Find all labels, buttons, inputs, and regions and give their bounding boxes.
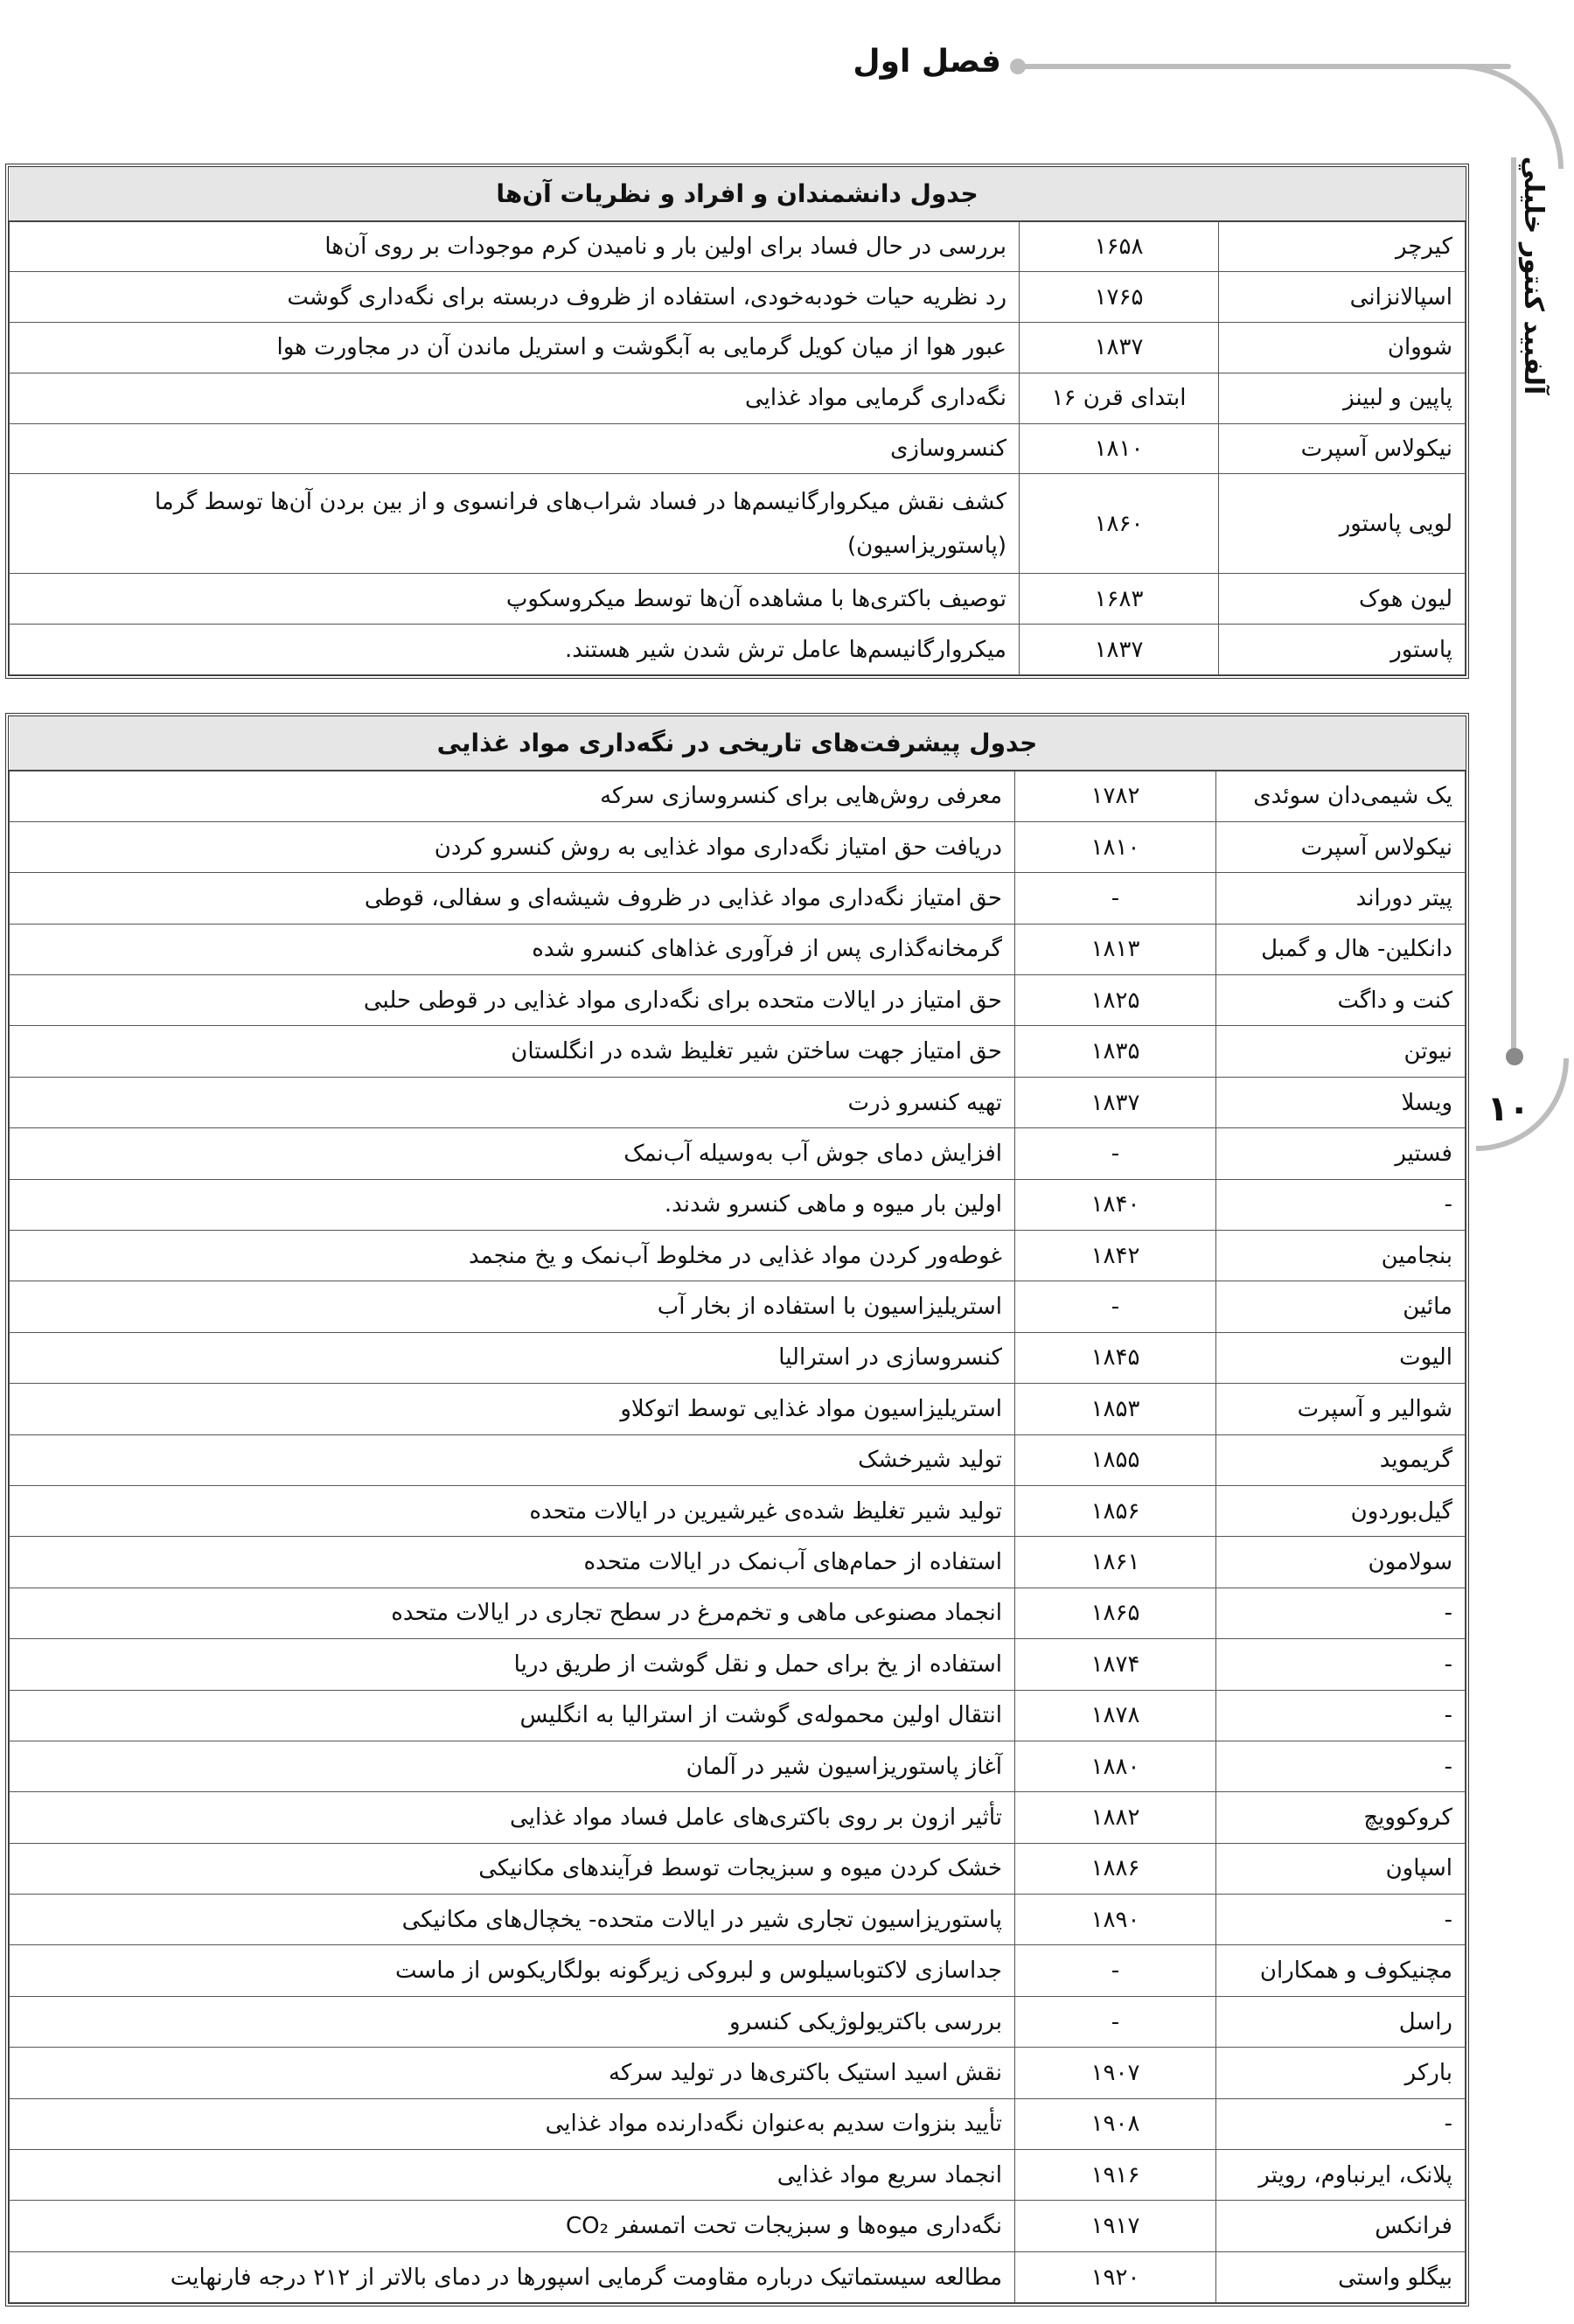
year-cell: ۱۸۶۰ <box>1020 474 1219 574</box>
person-cell: نیکولاس آسپرت <box>1216 821 1466 872</box>
person-cell: اسپالانزانی <box>1219 272 1466 323</box>
person-cell: گیل‌بوردون <box>1216 1485 1466 1536</box>
description-cell: انجماد مصنوعی ماهی و تخم‌مرغ در سطح تجاری در ایالات متحده <box>10 1588 1015 1638</box>
table-row <box>10 1996 1466 2047</box>
chapter-title: فصل اول <box>853 44 1001 80</box>
page-number: ۱۰ <box>1487 1089 1530 1129</box>
year-cell: ۱۸۷۴ <box>1015 1639 1216 1690</box>
table-row <box>10 1434 1466 1485</box>
year-cell: ۱۸۸۰ <box>1015 1741 1216 1791</box>
year-cell: ۱۸۷۸ <box>1015 1690 1216 1741</box>
person-cell: سولامون <box>1216 1537 1466 1588</box>
description-cell: استفاده از حمام‌های آب‌نمک در ایالات متحده <box>10 1537 1015 1588</box>
year-cell: ۱۸۸۲ <box>1015 1792 1216 1843</box>
year-cell: ۱۸۴۰ <box>1015 1179 1216 1230</box>
table-row <box>10 975 1466 1026</box>
table-row <box>10 323 1466 373</box>
year-cell: ۱۸۴۵ <box>1015 1332 1216 1383</box>
year-cell: - <box>1015 873 1216 924</box>
year-cell: ۱۸۵۶ <box>1015 1485 1216 1536</box>
person-cell: مچنیکوف و همکاران <box>1216 1945 1466 1996</box>
table-row <box>10 1945 1466 1996</box>
description-cell: حق امتیاز جهت ساختن شیر تغلیظ شده در انگلستان <box>10 1026 1015 1077</box>
description-cell: استفاده از یخ برای حمل و نقل گوشت از طریق دریا <box>10 1639 1015 1690</box>
person-cell: کیرچر <box>1219 221 1466 272</box>
description-cell: توصیف باکتری‌ها با مشاهده آن‌ها توسط میکروسکوپ <box>10 574 1020 625</box>
description-cell: حق امتیاز نگه‌داری مواد غذایی در ظروف شیشه‌ای و سفالی، قوطی <box>10 873 1015 924</box>
year-cell: ابتدای قرن ۱۶ <box>1020 373 1219 423</box>
year-cell: ۱۸۵۵ <box>1015 1434 1216 1485</box>
person-cell: نیوتن <box>1216 1026 1466 1077</box>
person-cell: راسل <box>1216 1996 1466 2047</box>
person-cell: پاپین و لبینز <box>1219 373 1466 423</box>
description-cell: گرمخانه‌گذاری پس از فرآوری غذاهای کنسرو شده <box>10 924 1015 974</box>
person-cell: ویسلا <box>1216 1077 1466 1127</box>
table-row <box>10 821 1466 872</box>
table-row <box>10 1384 1466 1434</box>
description-cell: کنسروسازی <box>10 423 1020 474</box>
description-cell: خشک کردن میوه و سبزیجات توسط فرآیندهای مکانیکی <box>10 1843 1015 1894</box>
description-cell: میکروارگانیسم‌ها عامل ترش شدن شیر هستند. <box>10 625 1020 675</box>
person-cell: - <box>1216 1895 1466 1945</box>
person-cell: - <box>1216 1588 1466 1638</box>
person-cell: شوالیر و آسپرت <box>1216 1384 1466 1434</box>
year-cell: ۱۸۳۷ <box>1020 323 1219 373</box>
table-row <box>10 221 1466 272</box>
year-cell: ۱۸۳۷ <box>1015 1077 1216 1127</box>
description-cell: بررسی در حال فساد برای اولین بار و نامیدن کرم موجودات بر روی آن‌ها <box>10 221 1020 272</box>
year-cell: ۱۸۱۰ <box>1020 423 1219 474</box>
table-row <box>10 1179 1466 1230</box>
year-cell: ۱۸۳۷ <box>1020 625 1219 675</box>
description-cell: افزایش دمای جوش آب به‌وسیله آب‌نمک <box>10 1128 1015 1179</box>
table-row <box>10 1026 1466 1077</box>
table-row <box>10 1792 1466 1843</box>
description-cell: پاستوریزاسیون تجاری شیر در ایالات متحده- یخچال‌های مکانیکی <box>10 1895 1015 1945</box>
person-cell: بیگلو واستی <box>1216 2251 1466 2302</box>
description-cell: مطالعه سیستماتیک درباره مقاومت گرمایی اسپورها در دمای بالاتر از ۲۱۲ درجه فارنهایت <box>10 2251 1015 2302</box>
table-row <box>10 1690 1466 1741</box>
table-row <box>10 2048 1466 2098</box>
person-cell: مائین <box>1216 1281 1466 1332</box>
table-row <box>10 1537 1466 1588</box>
description-cell: رد نظریه حیات خودبه‌خودی، استفاده از ظروف دربسته برای نگه‌داری گوشت <box>10 272 1020 323</box>
table-row <box>10 1588 1466 1638</box>
person-cell: - <box>1216 2098 1466 2149</box>
table-row <box>10 1843 1466 1894</box>
year-cell: ۱۸۱۳ <box>1015 924 1216 974</box>
year-cell: ۱۷۶۵ <box>1020 272 1219 323</box>
year-cell: ۱۶۸۳ <box>1020 574 1219 625</box>
description-cell: کنسروسازی در استرالیا <box>10 1332 1015 1383</box>
person-cell: شووان <box>1219 323 1466 373</box>
description-cell: تأیید بنزوات سدیم به‌عنوان نگه‌دارنده مواد غذایی <box>10 2098 1015 2149</box>
table-row <box>10 1332 1466 1383</box>
year-cell: ۱۸۹۰ <box>1015 1895 1216 1945</box>
year-cell: ۱۸۱۰ <box>1015 821 1216 872</box>
year-cell: ۱۹۲۰ <box>1015 2251 1216 2302</box>
description-cell: انتقال اولین محموله‌ی گوشت از استرالیا به انگلیس <box>10 1690 1015 1741</box>
table-title: جدول دانشمندان و افراد و نظریات آن‌ها <box>10 167 1466 221</box>
description-cell: تولید شیرخشک <box>10 1434 1015 1485</box>
description-cell: نگه‌داری گرمایی مواد غذایی <box>10 373 1020 423</box>
table-row <box>10 1485 1466 1536</box>
person-cell: - <box>1216 1639 1466 1690</box>
table-row <box>10 1128 1466 1179</box>
description-cell: استریلیزاسیون با استفاده از بخار آب <box>10 1281 1015 1332</box>
table-row <box>10 1077 1466 1127</box>
table-row <box>10 1895 1466 1945</box>
person-cell: لویی پاستور <box>1219 474 1466 574</box>
table-row <box>10 924 1466 974</box>
description-cell: غوطه‌ور کردن مواد غذایی در مخلوط آب‌نمک و یخ منجمد <box>10 1231 1015 1281</box>
year-cell: ۱۸۳۵ <box>1015 1026 1216 1077</box>
person-cell: یک شیمی‌دان سوئدی <box>1216 771 1466 821</box>
table-title: جدول پیشرفت‌های تاریخی در نگه‌داری مواد غذایی <box>10 716 1466 771</box>
year-cell: - <box>1015 1128 1216 1179</box>
person-cell: فستیر <box>1216 1128 1466 1179</box>
table-row <box>10 873 1466 924</box>
year-cell: ۱۸۶۱ <box>1015 1537 1216 1588</box>
description-cell: نگه‌داری میوه‌ها و سبزیجات تحت اتمسفر CO₂ <box>10 2201 1015 2251</box>
description-cell: عبور هوا از میان کویل گرمایی به آبگوشت و استریل ماندن آن در مجاورت هوا <box>10 323 1020 373</box>
table-row <box>10 423 1466 474</box>
person-cell: دانکلین- هال و گمبل <box>1216 924 1466 974</box>
person-cell: پیتر دوراند <box>1216 873 1466 924</box>
year-cell: ۱۸۵۳ <box>1015 1384 1216 1434</box>
description-cell: حق امتیاز در ایالات متحده برای نگه‌داری مواد غذایی در قوطی حلبی <box>10 975 1015 1026</box>
year-cell: - <box>1015 1281 1216 1332</box>
person-cell: کروکوویچ <box>1216 1792 1466 1843</box>
year-cell: - <box>1015 1996 1216 2047</box>
table-row <box>10 373 1466 423</box>
table-body <box>10 771 1466 2303</box>
description-cell: آغاز پاستوریزاسیون شیر در آلمان <box>10 1741 1015 1791</box>
table-row <box>10 272 1466 323</box>
person-cell: - <box>1216 1690 1466 1741</box>
table-row <box>10 625 1466 675</box>
table-row <box>10 2251 1466 2302</box>
table-row <box>10 1281 1466 1332</box>
description-cell: بررسی باکتریولوژیکی کنسرو <box>10 1996 1015 2047</box>
description-cell: دریافت حق امتیاز نگه‌داری مواد غذایی به روش کنسرو کردن <box>10 821 1015 872</box>
header-rule <box>1021 64 1511 69</box>
person-cell: الیوت <box>1216 1332 1466 1383</box>
description-cell: تهیه کنسرو ذرت <box>10 1077 1015 1127</box>
description-cell: اولین بار میوه و ماهی کنسرو شدند. <box>10 1179 1015 1230</box>
year-cell: ۱۶۵۸ <box>1020 221 1219 272</box>
table-row <box>10 1639 1466 1690</box>
year-cell: ۱۹۱۶ <box>1015 2150 1216 2201</box>
description-cell: استریلیزاسیون مواد غذایی توسط اتوکلاو <box>10 1384 1015 1434</box>
year-cell: ۱۷۸۲ <box>1015 771 1216 821</box>
person-cell: بارکر <box>1216 2048 1466 2098</box>
description-cell: تأثیر ازون بر روی باکتری‌های عامل فساد مواد غذایی <box>10 1792 1015 1843</box>
person-cell: گریموید <box>1216 1434 1466 1485</box>
description-cell: جداسازی لاکتوباسیلوس و لبروکی زیرگونه بولگاریکوس از ماست <box>10 1945 1015 1996</box>
person-cell: نیکولاس آسپرت <box>1219 423 1466 474</box>
scientists-table <box>5 164 1469 679</box>
year-cell: ۱۹۰۷ <box>1015 2048 1216 2098</box>
person-cell: فرانکس <box>1216 2201 1466 2251</box>
table-row <box>10 2098 1466 2149</box>
year-cell: ۱۹۰۸ <box>1015 2098 1216 2149</box>
table-row <box>10 574 1466 625</box>
person-cell: بنجامین <box>1216 1231 1466 1281</box>
person-cell: - <box>1216 1179 1466 1230</box>
person-cell: - <box>1216 1741 1466 1791</box>
person-cell: پاستور <box>1219 625 1466 675</box>
year-cell: ۱۸۲۵ <box>1015 975 1216 1026</box>
table-body <box>10 221 1466 675</box>
year-cell: ۱۹۱۷ <box>1015 2201 1216 2251</box>
person-cell: اسپاون <box>1216 1843 1466 1894</box>
table-row <box>10 2150 1466 2201</box>
year-cell: - <box>1015 1945 1216 1996</box>
table-row <box>10 1231 1466 1281</box>
vertical-brand-text: آلفبيد كنتور خليلي <box>1518 156 1549 395</box>
table-row <box>10 1741 1466 1791</box>
table-row <box>10 2201 1466 2251</box>
year-cell: ۱۸۸۶ <box>1015 1843 1216 1894</box>
description-cell: انجماد سریع مواد غذایی <box>10 2150 1015 2201</box>
header-rule-dot <box>1010 59 1026 74</box>
person-cell: لیون هوک <box>1219 574 1466 625</box>
year-cell: ۱۸۴۲ <box>1015 1231 1216 1281</box>
person-cell: پلانک، ایرنباوم، رویتر <box>1216 2150 1466 2201</box>
food-preservation-history-table <box>5 713 1469 2307</box>
description-cell: معرفی روش‌هایی برای کنسروسازی سرکه <box>10 771 1015 821</box>
year-cell: ۱۸۶۵ <box>1015 1588 1216 1638</box>
person-cell: کنت و داگت <box>1216 975 1466 1026</box>
table-row <box>10 771 1466 821</box>
description-cell: تولید شیر تغلیظ شده‌ی غیرشیرین در ایالات متحده <box>10 1485 1015 1536</box>
description-cell: کشف نقش میکروارگانیسم‌ها در فساد شراب‌های فرانسوی و از بین بردن آن‌ها توسط گرما (پاستوریزاسیون) <box>10 474 1020 574</box>
table-row <box>10 474 1466 574</box>
description-cell: نقش اسید استیک باکتری‌ها در تولید سرکه <box>10 2048 1015 2098</box>
